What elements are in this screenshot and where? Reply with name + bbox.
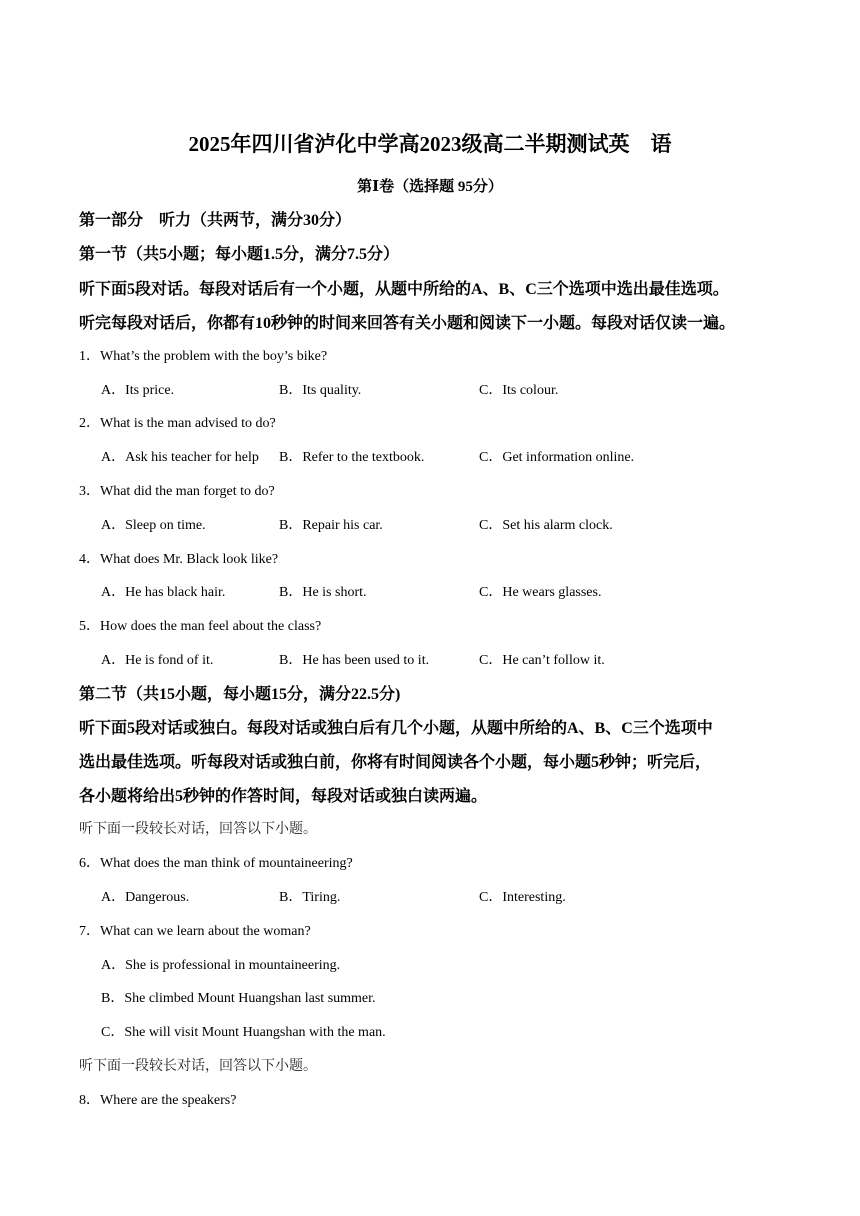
question-4-option-a: A．He has black hair. [101, 585, 226, 600]
paper-subtitle: 第Ⅰ卷（选择题 95分） [357, 179, 503, 195]
exam-title: 2025年四川省泸化中学高2023级高二半期测试英 语 [188, 132, 672, 156]
question-5-option-b: B．He has been used to it. [279, 653, 430, 668]
question-3-option-a: A．Sleep on time. [101, 518, 206, 533]
section1-instruction-line-1: 听下面5段对话。每段对话后有一个小题，从题中所给的A、B、C三个选项中选出最佳选项。 [79, 281, 729, 298]
question-7-option-b: B．She climbed Mount Huangshan last summer. [101, 991, 376, 1006]
section1-instruction-line-2: 听完每段对话后，你都有10秒钟的时间来回答有关小题和阅读下一小题。每段对话仅读一遍。 [79, 315, 736, 332]
question-3-option-b: B．Repair his car. [279, 518, 383, 533]
question-3-option-c: C．Set his alarm clock. [479, 518, 613, 533]
question-6-stem: 6．What does the man think of mountaineering? [79, 856, 353, 871]
question-2-option-b: B．Refer to the textbook. [279, 450, 425, 465]
question-6-option-c: C．Interesting. [479, 890, 566, 905]
question-6-option-a: A．Dangerous. [101, 890, 190, 905]
question-5-option-c: C．He can’t follow it. [479, 653, 605, 668]
question-2-stem: 2．What is the man advised to do? [79, 416, 276, 431]
question-6-option-b: B．Tiring. [279, 890, 341, 905]
question-1-option-a: A．Its price. [101, 383, 175, 398]
section2-instruction-line-2: 选出最佳选项。听每段对话或独白前，你将有时间阅读各个小题，每小题5秒钟；听完后， [79, 754, 712, 771]
question-4-stem: 4．What does Mr. Black look like? [79, 552, 279, 567]
question-8-stem: 8．Where are the speakers? [79, 1093, 237, 1108]
question-7-option-a: A．She is professional in mountaineering. [101, 958, 341, 973]
question-4-option-c: C．He wears glasses. [479, 585, 602, 600]
question-2-option-a: A．Ask his teacher for help [101, 450, 259, 465]
question-5-option-a: A．He is fond of it. [101, 653, 214, 668]
question-2-option-c: C．Get information online. [479, 450, 635, 465]
listening-note-1: 听下面一段较长对话，回答以下小题。 [79, 822, 317, 837]
part1-heading: 第一部分 听力（共两节，满分30分） [79, 212, 352, 229]
section2-instruction-line-3: 各小题将给出5秒钟的作答时间，每段对话或独白读两遍。 [79, 788, 488, 805]
section1-heading: 第一节（共5小题；每小题1.5分，满分7.5分） [79, 246, 400, 263]
question-7-option-c: C．She will visit Mount Huangshan with the man. [101, 1025, 386, 1040]
question-5-stem: 5．How does the man feel about the class? [79, 619, 322, 634]
question-4-option-b: B．He is short. [279, 585, 367, 600]
question-1-option-c: C．Its colour. [479, 383, 559, 398]
section2-instruction-line-1: 听下面5段对话或独白。每段对话或独白后有几个小题，从题中所给的A、B、C三个选项中 [79, 720, 713, 737]
question-1-stem: 1．What’s the problem with the boy’s bike? [79, 349, 328, 364]
question-3-stem: 3．What did the man forget to do? [79, 484, 275, 499]
question-1-option-b: B．Its quality. [279, 383, 362, 398]
listening-note-2: 听下面一段较长对话，回答以下小题。 [79, 1059, 317, 1074]
question-7-stem: 7．What can we learn about the woman? [79, 924, 311, 939]
section2-heading: 第二节（共15小题，每小题15分，满分22.5分) [79, 686, 401, 703]
